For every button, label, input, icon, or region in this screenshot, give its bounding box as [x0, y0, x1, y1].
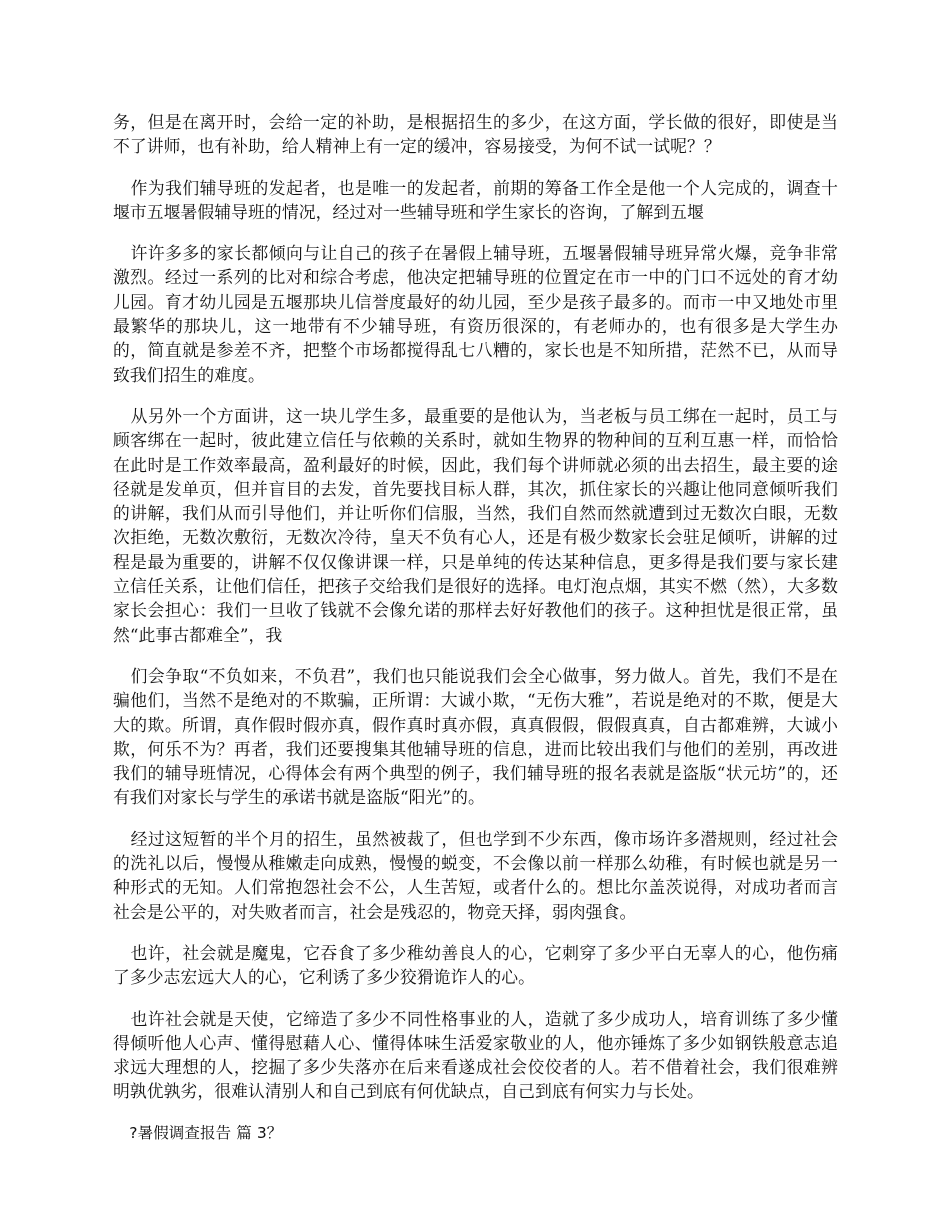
paragraph-1: 务，但是在离开时，会给一定的补助，是根据招生的多少，在这方面，学长做的很好，即使是当不了讲师，也有补助，给人精神上有一定的缓冲，容易接受，为何不试一试呢？？ — [113, 112, 838, 157]
paragraph-4: 从另外一个方面讲，这一块儿学生多，最重要的是他认为，当老板与员工绑在一起时，员工与顾客绑在一起时，彼此建立信任与依赖的关系时，就如生物界的物种间的互利互惠一样，而恰恰在此时是工作效率最高，盈利最好的时候，因此，我们每个讲师就必须的出去招生，最主要的途径就是发单页，但并盲目的去发，首先要找目标人群，其次，抓住家长的兴趣让他同意倾听我们的讲解，我们从而引导他们，并让听你们信服，当然，我们自然而然就遭到过无数次白眼，无数次拒绝，无数次敷衍，无数次冷待，皇天不负有心人，还是有极少数家长会驻足倾听，讲解的过程是最为重要的，讲解不仅仅像讲课一样，只是单纯的传达某种信息，更多得是我们要与家长建立信任关系，让他们信任，把孩子交给我们是很好的选择。电灯泡点烟，其实不燃（然），大多数家长会担心：我们一旦收了钱就不会像允诺的那样去好好教他们的孩子。这种担忧是很正常，虽然“此事古都难全”，我 — [113, 405, 838, 645]
paragraph-8: 也许社会就是天使，它缔造了多少不同性格事业的人，造就了多少成功人，培育训练了多少懂得倾听他人心声、懂得慰藉人心、懂得体味生活爱家敬业的人，他亦锤炼了多少如钢铁般意志追求远大理想的人，挖掘了多少失落亦在后来看遂成社会佼佼者的人。若不借着社会，我们很难辨明孰优孰劣，很难认清别人和自己到底有何优缺点，自己到底有何实力与长处。 — [113, 1008, 838, 1102]
paragraph-3: 许许多多的家长都倾向与让自己的孩子在暑假上辅导班，五堰暑假辅导班异常火爆，竞争非常激烈。经过一系列的比对和综合考虑，他决定把辅导班的位置定在市一中的门口不远处的育才幼儿园。育才幼儿园是五堰那块儿信誉度最好的幼儿园，至少是孩子最多的。而市一中又地处市里最繁华的那块儿，这一地带有不少辅导班，有资历很深的，有老师办的，也有很多是大学生办的，简直就是参差不齐，把整个市场都搅得乱七八糟的，家长也是不知所措，茫然不已，从而导致我们招生的难度。 — [113, 243, 838, 385]
document-page — [113, 110, 838, 1145]
paragraph-2: 作为我们辅导班的发起者，也是唯一的发起者，前期的筹备工作全是他一个人完成的，调查十堰市五堰暑假辅导班的情况，经过对一些辅导班和学生家长的咨询，了解到五堰 — [113, 177, 838, 222]
paragraph-5: 们会争取“不负如来，不负君”，我们也只能说我们会全心做事，努力做人。首先，我们不是在骗他们，当然不是绝对的不欺骗，正所谓：大诚小欺，“无伤大雅”，若说是绝对的不欺，便是大大的欺。所谓，真作假时假亦真，假作真时真亦假，真真假假，假假真真，自古都难辨，大诚小欺，何乐不为？再者，我们还要搜集其他辅导班的信息，进而比较出我们与他们的差别，再改进我们的辅导班情况，心得体会有两个典型的例子，我们辅导班的报名表就是盗版“状元坊”的，还有我们对家长与学生的承诺书就是盗版“阳光”的。 — [113, 665, 838, 808]
section-heading: ?暑假调查报告 篇 3？ — [129, 1123, 283, 1142]
paragraph-6: 经过这短暂的半个月的招生，虽然被裁了，但也学到不少东西，像市场许多潜规则，经过社会的洗礼以后，慢慢从稚嫩走向成熟，慢慢的蜕变，不会像以前一样那么幼稚，有时候也就是另一种形式的无知。人们常抱怨社会不公，人生苦短，或者什么的。想比尔盖茨说得，对成功者而言社会是公平的，对失败者而言，社会是残忍的，物竞天择，弱肉强食。 — [113, 828, 838, 922]
paragraph-7: 也许，社会就是魔鬼，它吞食了多少稚幼善良人的心，它刺穿了多少平白无辜人的心，他伤痛了多少志宏远大人的心，它利诱了多少狡猾诡诈人的心。 — [113, 942, 838, 988]
